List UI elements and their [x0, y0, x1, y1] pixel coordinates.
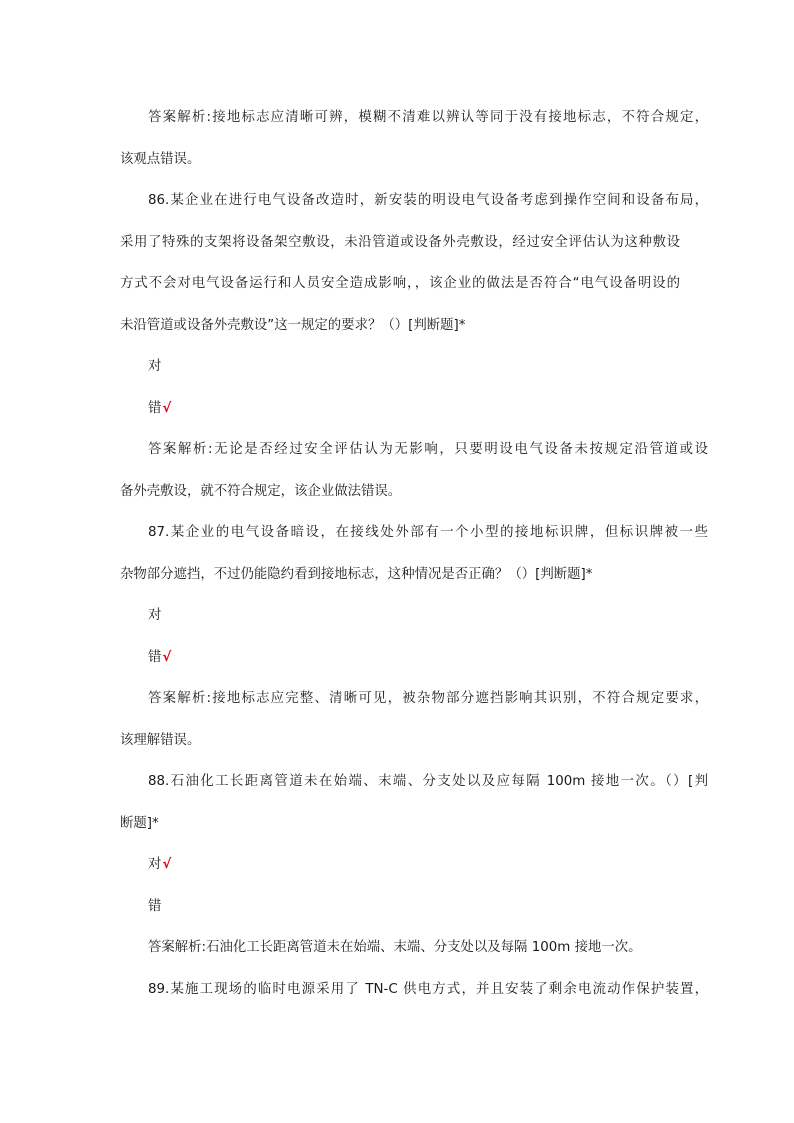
q88-question-line-2: 断题]*	[120, 816, 159, 831]
q88-question-line-1: 88.石油化工长距离管道未在始端、末端、分支处以及应每隔 100m 接地一次。（）[判	[148, 774, 708, 789]
checkmark-icon: √	[162, 401, 172, 416]
q86-option-true	[148, 357, 708, 377]
q85-analysis-line-2: 该观点错误。	[120, 152, 201, 167]
q88-option-false	[148, 897, 708, 917]
q86-question-line-2: 采用了特殊的支架将设备架空敷设，未沿管道或设备外壳敷设，经过安全评估认为这种敷设	[120, 235, 680, 250]
q89-question-line-1: 89.某施工现场的临时电源采用了 TN-C 供电方式，并且安装了剩余电流动作保护装置，	[148, 982, 708, 997]
q87-analysis-line-1: 答案解析:接地标志应完整、清晰可见，被杂物部分遮挡影响其识别，不符合规定要求，	[148, 691, 708, 706]
q87-analysis-line-2: 该理解错误。	[120, 733, 201, 748]
option-label: 错	[148, 401, 162, 416]
q86-question-line-1: 86.某企业在进行电气设备改造时，新安装的明设电气设备考虑到操作空间和设备布局，	[148, 193, 708, 208]
option-label: 对	[148, 359, 162, 374]
q87-question-line-2: 杂物部分遮挡，不过仍能隐约看到接地标志，这种情况是否正确？（）[判断题]*	[120, 567, 593, 582]
option-label: 错	[148, 899, 162, 914]
checkmark-icon: √	[162, 650, 172, 665]
q88-analysis-line-1: 答案解析:石油化工长距离管道未在始端、末端、分支处以及每隔 100m 接地一次。	[148, 940, 642, 955]
q86-option-false	[148, 399, 708, 419]
q87-question-line-1: 87.某企业的电气设备暗设，在接线处外部有一个小型的接地标识牌，但标识牌被一些	[148, 525, 708, 540]
q85-analysis-line-1: 答案解析:接地标志应清晰可辨，模糊不清难以辨认等同于没有接地标志，不符合规定，	[148, 110, 708, 125]
q88-option-true	[148, 855, 708, 875]
q86-analysis-line-1: 答案解析:无论是否经过安全评估认为无影响，只要明设电气设备未按规定沿管道或设	[148, 442, 708, 457]
checkmark-icon: √	[162, 857, 172, 872]
q86-question-line-3: 方式不会对电气设备运行和人员安全造成影响，，该企业的做法是否符合“电气设备明设的	[120, 276, 680, 291]
q87-option-false	[148, 648, 708, 668]
q87-option-true	[148, 606, 708, 626]
q86-question-line-4: 未沿管道或设备外壳敷设”这一规定的要求？（）[判断题]*	[120, 318, 466, 333]
option-label: 错	[148, 650, 162, 665]
q86-analysis-line-2: 备外壳敷设，就不符合规定，该企业做法错误。	[120, 484, 402, 499]
option-label: 对	[148, 608, 162, 623]
option-label: 对	[148, 857, 162, 872]
